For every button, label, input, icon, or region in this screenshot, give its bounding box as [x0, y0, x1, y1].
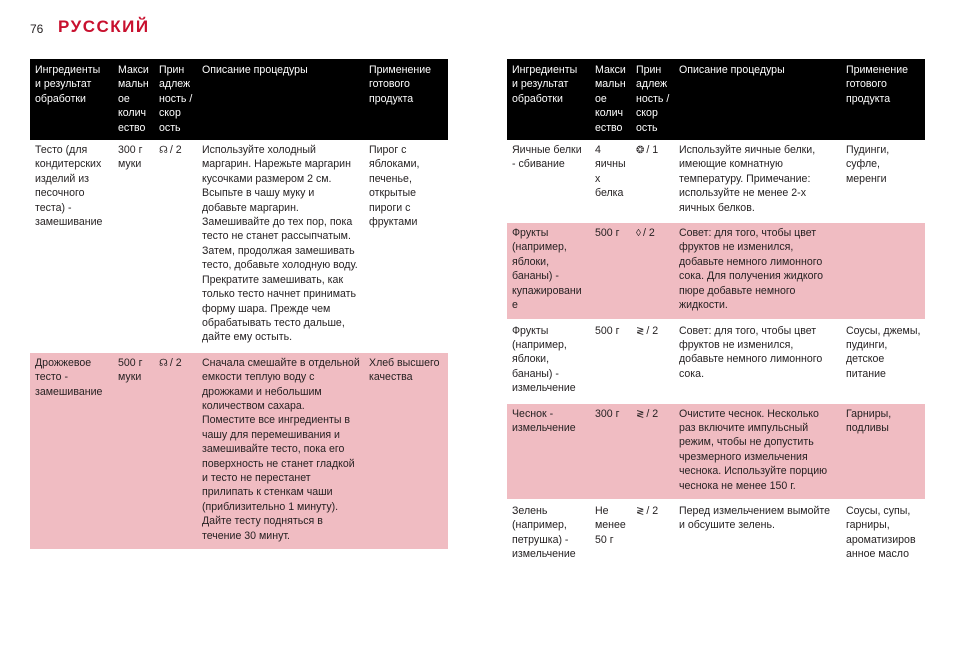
cell-ingredient: Яичные белки - сбивание — [507, 140, 590, 222]
cell-ingredient: Фрукты (например, яблоки, бананы) - измельчение — [507, 320, 590, 403]
cell-max: 300 г — [590, 403, 631, 500]
page-number: 76 — [30, 22, 44, 36]
col-header-application: Применение готового продукта — [364, 59, 448, 140]
table-row — [507, 500, 925, 568]
table-row — [30, 352, 448, 549]
cell-max: 500 г — [590, 320, 631, 403]
col-header-description: Описание процедуры — [197, 59, 364, 140]
chopping-blade-icon: ≷ — [636, 325, 645, 337]
speed-value: / 2 — [169, 356, 182, 369]
cell-attachment-speed — [631, 320, 674, 403]
cell-max: 500 г — [590, 222, 631, 319]
language-title: РУССКИЙ — [58, 17, 150, 36]
col-header-description: Описание процедуры — [674, 59, 841, 140]
col-header-max: Макси мальн ое колич ество — [590, 59, 631, 140]
table-header-row — [30, 59, 448, 140]
recipe-table-left — [30, 59, 448, 549]
cell-attachment-speed — [631, 222, 674, 319]
table-header-row — [507, 59, 925, 140]
cell-description: Используйте холодный маргарин. Нарежьте маргарин кусочками размером 2 см. Всыпьте в чашу муку и добавьте маргарин. Замешивайте до тех пор, пока тесто не станет рассыпчатым. Затем, продолжая замешивать тесто, добавьте холодную воду. Прекратите замешивать, как только тесто начнет принимать форму шара. Прежде чем обрабатывать тесто дальше, дайте ему остыть. — [197, 140, 364, 352]
cell-ingredient: Фрукты (например, яблоки, бананы) - купажировани е — [507, 222, 590, 319]
cell-ingredient: Чеснок - измельчение — [507, 403, 590, 500]
table-row — [507, 320, 925, 403]
table-row — [507, 403, 925, 500]
cell-application: Хлеб высшего качества — [364, 352, 448, 549]
cell-max: Не менее 50 г — [590, 500, 631, 568]
cell-description: Сначала смешайте в отдельной емкости теплую воду с дрожжами и небольшим количеством сахара. Поместите все ингредиенты в чашу для перемешивания и замешивайте тесто, пока его поверхность не станет гладкой и тесто не перестанет прилипать к стенкам чаши (приблизительно 1 минуту). Дайте тесту подняться в течение 30 минут. — [197, 352, 364, 549]
cell-description: Совет: для того, чтобы цвет фруктов не изменился, добавьте немного лимонного сока. Для получения жидкого пюре добавьте немного жидкости. — [674, 222, 841, 319]
col-header-ingredients: Ингредиенты и результат обработки — [30, 59, 113, 140]
cell-attachment-speed — [154, 140, 197, 352]
col-header-max: Макси мальн ое колич ество — [113, 59, 154, 140]
speed-value: / 2 — [646, 504, 659, 517]
kneading-hook-icon: ☊ — [159, 145, 168, 157]
cell-application: Гарниры, подливы — [841, 403, 925, 500]
cell-attachment-speed — [631, 140, 674, 222]
table-row — [30, 140, 448, 352]
cell-ingredient: Зелень (например, петрушка) - измельчение — [507, 500, 590, 568]
cell-ingredient: Дрожжевое тесто - замешивание — [30, 352, 113, 549]
cell-attachment-speed — [631, 500, 674, 568]
cell-application: Соусы, супы, гарниры, ароматизиров анное масло — [841, 500, 925, 568]
cell-application — [841, 222, 925, 319]
speed-value: / 1 — [646, 144, 659, 157]
cell-max: 300 г муки — [113, 140, 154, 352]
recipe-table-right — [507, 59, 925, 568]
cell-application: Пудинги, суфле, меренги — [841, 140, 925, 222]
blending-blade-icon: ◊ — [636, 228, 641, 240]
speed-value: / 2 — [169, 144, 182, 157]
cell-max: 500 г муки — [113, 352, 154, 549]
col-header-attachment-speed: Прин адлеж ность /скор ость — [154, 59, 197, 140]
cell-attachment-speed — [631, 403, 674, 500]
table-row — [507, 222, 925, 319]
chopping-blade-icon: ≷ — [636, 408, 645, 420]
cell-attachment-speed — [154, 352, 197, 549]
cell-ingredient: Тесто (для кондитерских изделий из песочного теста) - замешивание — [30, 140, 113, 352]
chopping-blade-icon: ≷ — [636, 505, 645, 517]
whisk-icon: ❂ — [636, 145, 645, 157]
cell-description: Очистите чеснок. Несколько раз включите импульсный режим, чтобы не допустить чрезмерного измельчения чеснока. Используйте порцию чеснока не менее 150 г. — [674, 403, 841, 500]
cell-description: Используйте яичные белки, имеющие комнатную температуру. Примечание: используйте не менее 2-х яичных белков. — [674, 140, 841, 222]
cell-description: Перед измельчением вымойте и обсушите зелень. — [674, 500, 841, 568]
speed-value: / 2 — [646, 324, 659, 337]
col-header-application: Применение готового продукта — [841, 59, 925, 140]
col-header-attachment-speed: Прин адлеж ность /скор ость — [631, 59, 674, 140]
cell-description: Совет: для того, чтобы цвет фруктов не изменился, добавьте немного лимонного сока. — [674, 320, 841, 403]
kneading-hook-icon: ☊ — [159, 357, 168, 369]
col-header-ingredients: Ингредиенты и результат обработки — [507, 59, 590, 140]
table-row — [507, 140, 925, 222]
cell-application: Соусы, джемы, пудинги, детское питание — [841, 320, 925, 403]
speed-value: / 2 — [646, 407, 659, 420]
cell-application: Пирог с яблоками, печенье, открытые пироги с фруктами — [364, 140, 448, 352]
speed-value: / 2 — [642, 227, 655, 240]
cell-max: 4 яичны х белка — [590, 140, 631, 222]
